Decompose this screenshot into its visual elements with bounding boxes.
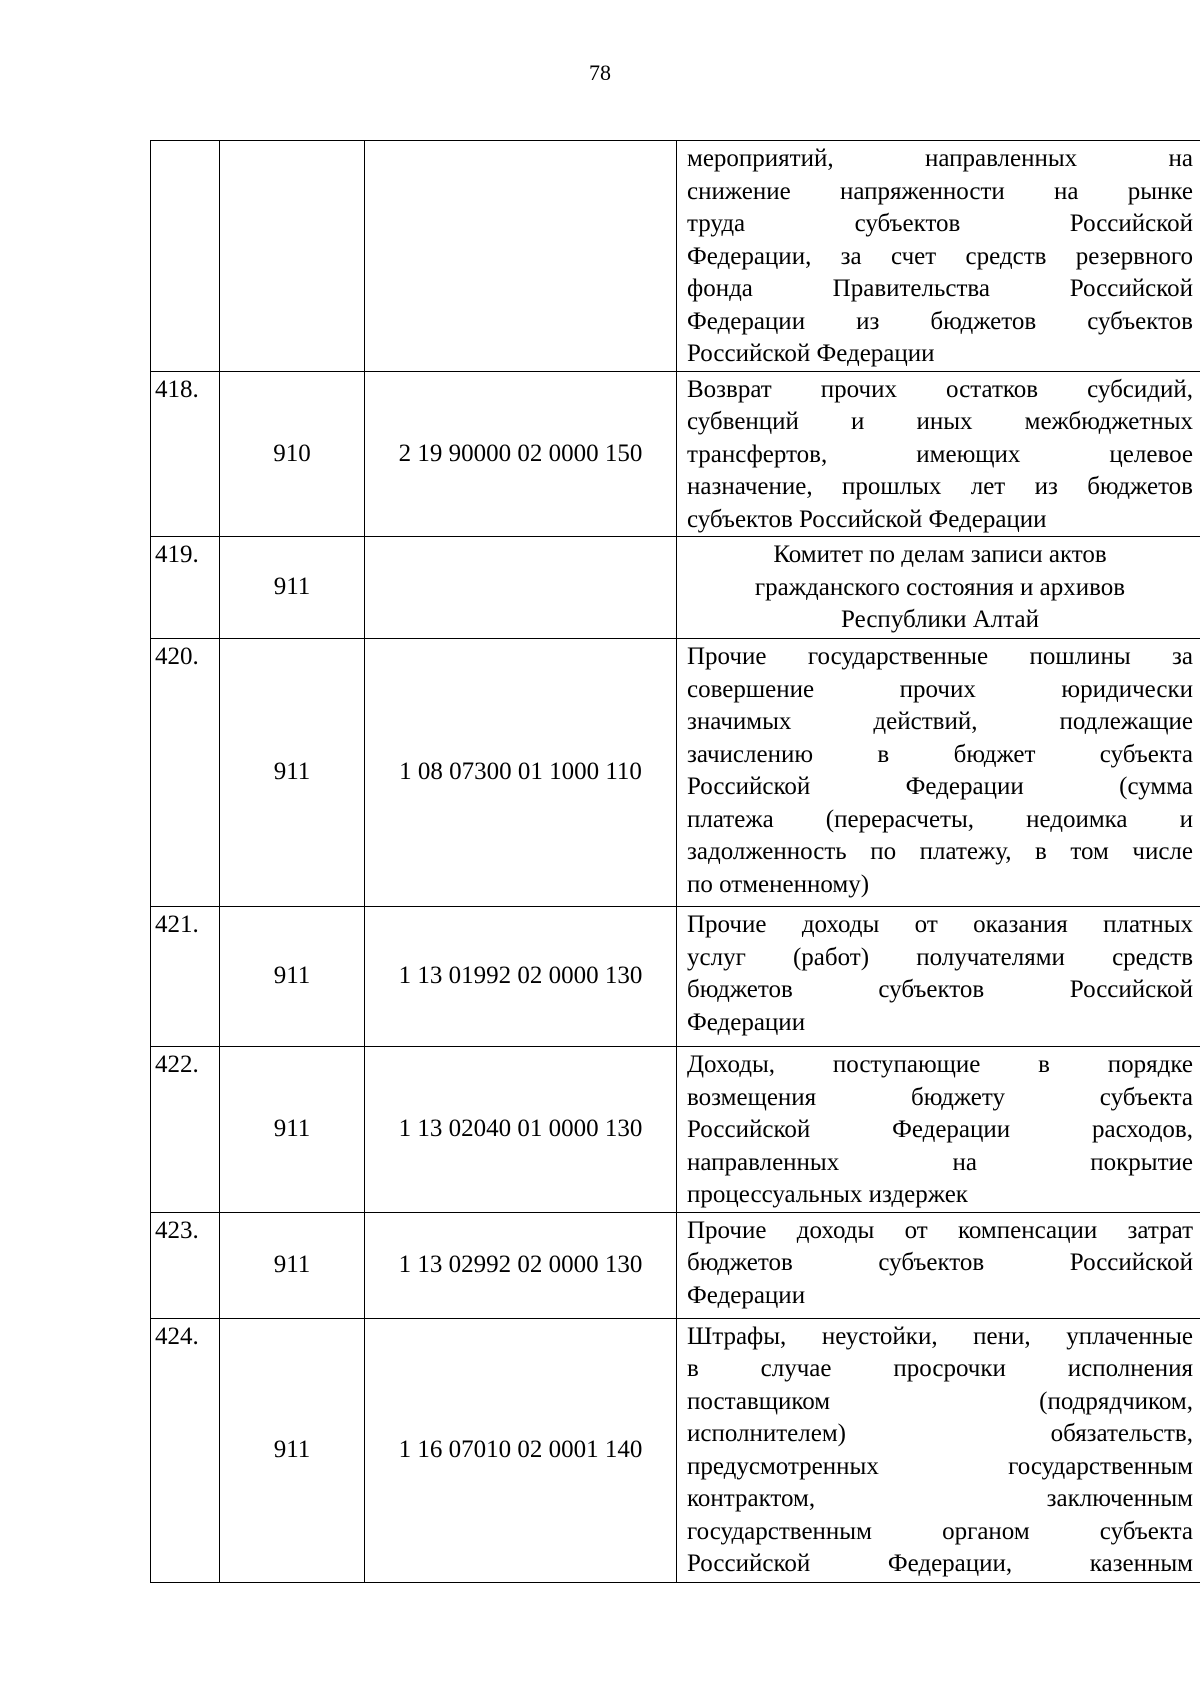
name-line: субъектов Российской Федерации bbox=[687, 505, 1047, 533]
budget-classification-code-cell: 1 08 07300 01 1000 110 bbox=[365, 639, 677, 907]
name-line: назначение, прошлых лет из бюджетов bbox=[687, 473, 1193, 500]
name-line: фонда Правительства Российской bbox=[687, 275, 1193, 302]
name-line: совершение прочих юридически bbox=[687, 675, 1193, 703]
name-line: бюджетов субъектов Российской bbox=[687, 976, 1193, 1003]
administrator-code-cell: 911 bbox=[220, 1047, 365, 1213]
administrator-code-cell: 911 bbox=[220, 537, 365, 639]
name-line: направленных на покрытие bbox=[687, 1148, 1193, 1176]
row-number-cell: 421. bbox=[151, 907, 220, 1047]
revenue-name-cell bbox=[677, 639, 1200, 907]
revenue-name-cell bbox=[677, 1212, 1200, 1318]
table-row bbox=[151, 1047, 1200, 1213]
table-row bbox=[151, 639, 1200, 907]
revenue-name-cell bbox=[677, 371, 1200, 537]
name-line: Федерации, за счет средств резервного bbox=[687, 242, 1193, 270]
row-number-cell: 424. bbox=[151, 1318, 220, 1582]
administrator-code-cell: 911 bbox=[220, 907, 365, 1047]
name-line: Прочие доходы от компенсации затрат bbox=[687, 1216, 1193, 1244]
name-line: услуг (работ) получателями средств bbox=[687, 943, 1193, 971]
name-line: Российской Федерации bbox=[687, 340, 935, 367]
name-line: контрактом, заключенным bbox=[687, 1485, 1193, 1512]
name-line: гражданского состояния и архивов bbox=[754, 573, 1126, 601]
row-number-cell: 422. bbox=[151, 1047, 220, 1213]
row-number-cell: 420. bbox=[151, 639, 220, 907]
administrator-code-cell: 911 bbox=[220, 1212, 365, 1318]
budget-classification-code-cell: 1 13 02040 01 0000 130 bbox=[365, 1047, 677, 1213]
name-line: поставщиком (подрядчиком, bbox=[687, 1387, 1193, 1415]
name-line: Российской Федерации, казенным bbox=[687, 1550, 1193, 1577]
page-number: 78 bbox=[589, 60, 611, 85]
name-line: снижение напряженности на рынке bbox=[687, 177, 1193, 205]
name-line: труда субъектов Российской bbox=[687, 210, 1193, 237]
table-row bbox=[151, 907, 1200, 1047]
name-line: Федерации bbox=[687, 1008, 806, 1036]
name-line: Федерации bbox=[687, 1281, 806, 1309]
name-line: мероприятий, направленных на bbox=[687, 145, 1193, 172]
budget-classification-code-cell: 2 19 90000 02 0000 150 bbox=[365, 371, 677, 537]
revenue-name-cell bbox=[677, 1318, 1200, 1582]
table-row bbox=[151, 141, 1200, 372]
name-line: зачислению в бюджет субъекта bbox=[687, 740, 1193, 768]
budget-classification-code-cell: 1 13 01992 02 0000 130 bbox=[365, 907, 677, 1047]
name-line: Прочие доходы от оказания платных bbox=[687, 911, 1193, 938]
name-line: по отмененному) bbox=[687, 870, 870, 898]
name-line: Российской Федерации (сумма bbox=[687, 773, 1193, 800]
name-line: государственным органом субъекта bbox=[687, 1517, 1193, 1545]
name-line: Штрафы, неустойки, пени, уплаченные bbox=[687, 1322, 1193, 1350]
name-line: значимых действий, подлежащие bbox=[687, 708, 1193, 735]
name-line: Доходы, поступающие в порядке bbox=[687, 1051, 1193, 1078]
name-line: платежа (перерасчеты, недоимка и bbox=[687, 805, 1193, 833]
row-number-cell: 418. bbox=[151, 371, 220, 537]
name-line: процессуальных издержек bbox=[687, 1181, 968, 1208]
name-line: Прочие государственные пошлины за bbox=[687, 643, 1193, 670]
administrator-code-cell: 911 bbox=[220, 1318, 365, 1582]
revenue-name-cell bbox=[677, 1047, 1200, 1213]
name-line: Комитет по делам записи актов bbox=[773, 541, 1107, 568]
name-line: в случае просрочки исполнения bbox=[687, 1355, 1193, 1382]
budget-codes-table bbox=[150, 140, 1200, 1583]
table-row bbox=[151, 537, 1200, 639]
name-line: Федерации из бюджетов субъектов bbox=[687, 307, 1193, 335]
name-line: субвенций и иных межбюджетных bbox=[687, 408, 1193, 435]
name-line: трансфертов, имеющих целевое bbox=[687, 440, 1193, 468]
administrator-name-cell bbox=[677, 537, 1200, 639]
row-number-cell: 419. bbox=[151, 537, 220, 639]
table-row bbox=[151, 1212, 1200, 1318]
name-line: задолженность по платежу, в том числе bbox=[687, 838, 1193, 865]
budget-classification-code-cell bbox=[365, 141, 677, 372]
name-line: возмещения бюджету субъекта bbox=[687, 1083, 1193, 1111]
name-line: Российской Федерации расходов, bbox=[687, 1116, 1193, 1143]
table-row bbox=[151, 1318, 1200, 1582]
row-number-cell bbox=[151, 141, 220, 372]
table-row bbox=[151, 371, 1200, 537]
administrator-code-cell bbox=[220, 141, 365, 372]
name-line: бюджетов субъектов Российской bbox=[687, 1249, 1193, 1276]
budget-classification-code-cell bbox=[365, 537, 677, 639]
budget-classification-code-cell: 1 13 02992 02 0000 130 bbox=[365, 1212, 677, 1318]
row-number-cell: 423. bbox=[151, 1212, 220, 1318]
revenue-name-cell bbox=[677, 141, 1200, 372]
name-line: предусмотренных государственным bbox=[687, 1452, 1193, 1480]
budget-classification-code-cell: 1 16 07010 02 0001 140 bbox=[365, 1318, 677, 1582]
administrator-code-cell: 911 bbox=[220, 639, 365, 907]
revenue-name-cell bbox=[677, 907, 1200, 1047]
name-line: Республики Алтай bbox=[841, 606, 1039, 633]
administrator-code-cell: 910 bbox=[220, 371, 365, 537]
name-line: Возврат прочих остатков субсидий, bbox=[687, 375, 1193, 403]
name-line: исполнителем) обязательств, bbox=[687, 1420, 1193, 1447]
